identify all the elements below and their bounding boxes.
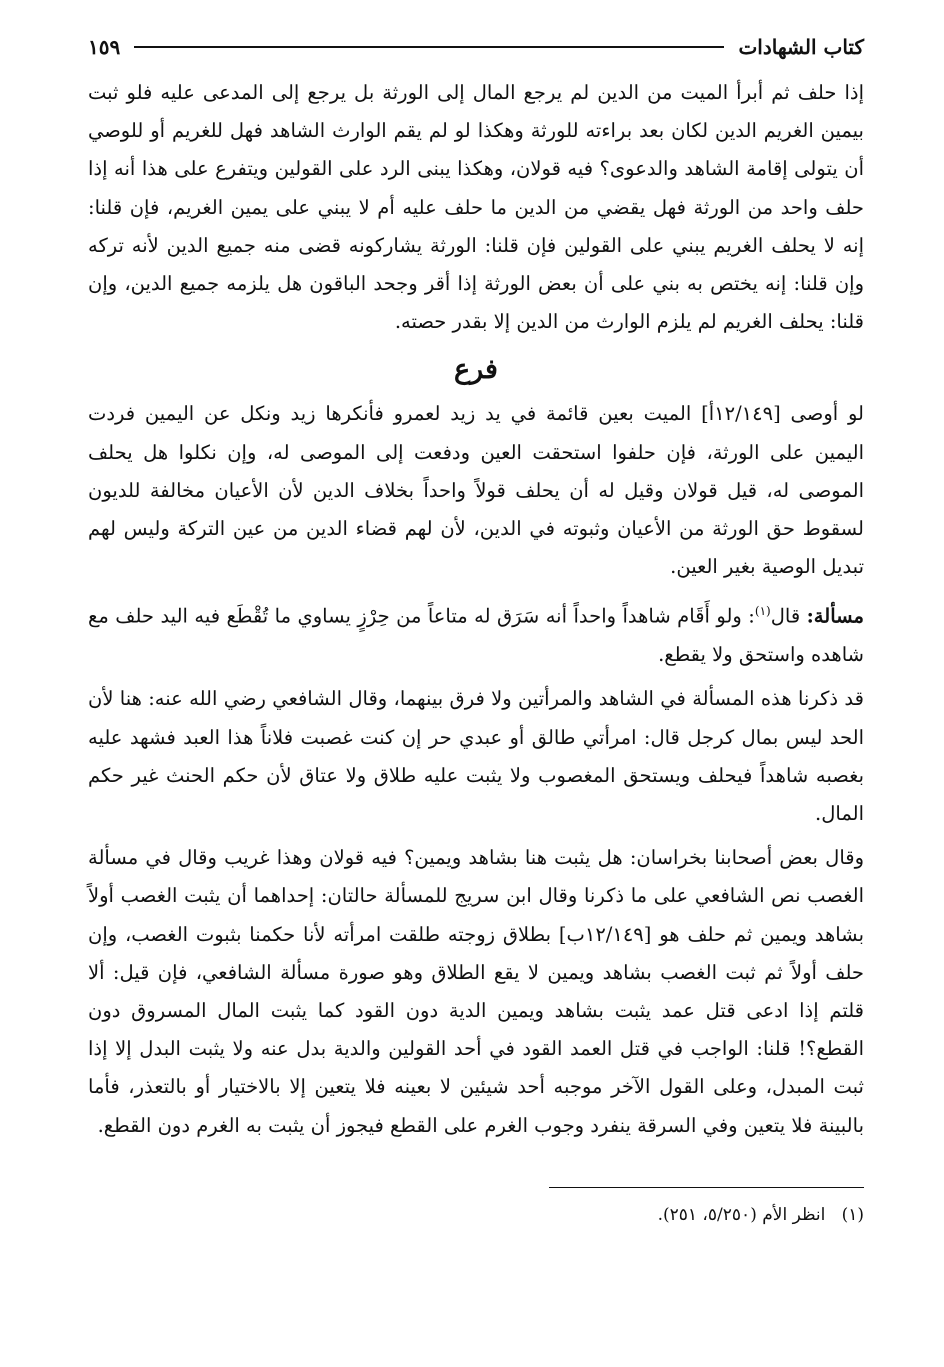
footnote-ref-1[interactable]: (١) bbox=[754, 604, 771, 619]
paragraph-commentary: قد ذكرنا هذه المسألة في الشاهد والمرأتين ولا فرق بينهما، وقال الشافعي رضي الله عنه: هنا لأن الحد ليس بمال كرجل قال: امرأتي طالق أو عبدي حر إن كنت غصبت فلاناً هذا العبد فشهد عليه بغصبه شاهداً فيحلف ويستحق المغصوب ولا يثبت عليه طلاق ولا عتاق لأن حكم الحنث غير حكم المال. bbox=[88, 687, 864, 825]
masala-text: : ولو أَقَام شاهداً واحداً أنه سَرَق له متاعاً من حِرْزٍ يساوي ما تُقْطَع فيه اليد حلف مع شاهده واستحق ولا يقطع. bbox=[88, 604, 864, 667]
masala-qala: قال bbox=[770, 604, 807, 628]
paragraph-khurasan: وقال بعض أصحابنا بخراسان: هل يثبت هنا بشاهد ويمين؟ فيه قولان وهذا غريب وقال في مسألة الغصب نص الشافعي على ما ذكرنا وقال ابن سريج للمسألة حالتان: إحداهما أن يثبت الغصب أولاً بشاهد ويمين ثم حلف هو [١٢/١٤٩ب] بطلاق زوجته طلقت امرأته لأنا حكمنا بثبوت الغصب، وإن حلف أولاً ثم ثبت الغصب بشاهد ويمين لا يقع الطلاق وهو صورة مسألة الشافعي، فإن قيل: ألا قلتم إذا ادعى قتل عمد يثبت بشاهد ويمين الدية دون القود كما يثبت المال المسروق دون القطع؟! قلنا: الواجب في قتل العمد القود في أحد القولين والدية بدل عنه ولا يثبت البدل إلا إذا ثبت المبدل، وعلى القول الآخر موجبه أحد شيئين لا بعينه فلا يتعين إلا بالاختيار أو بالتعذر، فأما بالبينة فلا يتعين وفي السرقة ينفرد وجوب الغرم على القطع فيجوز أن يثبت به الغرم دون القطع. bbox=[88, 846, 865, 1137]
header-rule bbox=[134, 46, 724, 48]
paragraph-continuation: إذا حلف ثم أبرأ الميت من الدين لم يرجع المال إلى الورثة بل يرجع إلى المدعى عليه فلو ثبت بيمين الغريم الدين لكان بعد براءته للورثة وهكذا لو لم يقم الوارث الشاهد فهل للغريم أو للوصي أن يتولى إقامة الشاهد والدعوى؟ فيه قولان، وهكذا يبنى الرد على القولين ويتفرع على هذا أنه إذا حلف واحد من الورثة فهل يقضي من الدين ما حلف عليه أم لا يبني على يمين الغريم، فإن قلنا: إنه لا يحلف الغريم يبني على القولين فإن قلنا: الورثة يشاركونه قضى منه جميع الدين لأنه تركه وإن قلنا: إنه يختص به بني على أن بعض الورثة إذا أقر وجحد الباقون هل يلزمه جميع الدين، وإن قلنا: يحلف الغريم لم يلزم الوارث من الدين إلا بقدر حصته. bbox=[88, 81, 864, 334]
paragraph-far: لو أوصى [١٢/١٤٩أ] الميت بعين قائمة في يد زيد لعمرو فأنكرها زيد ونكل عن اليمين فردت اليمين على الورثة، فإن حلفوا استحقت العين ودفعت إلى الموصى له، وإن نكلوا هل يحلف الموصى له، قيل قولان وقيل له أن يحلف قولاً واحداً بخلاف الدين لأن الأعيان مخالفة للديون لسقوط حق الورثة من الأعيان وثبوته في الدين، لأن لهم قضاء الدين من عين التركة وليس لهم تبديل الوصية بغير العين. bbox=[88, 402, 864, 579]
section-heading: فرع bbox=[454, 354, 498, 386]
footnote-number: (١) bbox=[841, 1204, 864, 1225]
header-title: كتاب الشهادات bbox=[738, 35, 864, 59]
footnote-text: انظر الأم (٥/٢٥٠، ٢٥١). bbox=[657, 1204, 826, 1225]
paragraph-masala bbox=[88, 592, 864, 674]
masala-label: مسألة: bbox=[806, 604, 864, 628]
running-header bbox=[88, 30, 864, 64]
page-number: ١٥٩ bbox=[88, 35, 121, 59]
footnote bbox=[88, 1200, 864, 1230]
document-page bbox=[88, 30, 864, 1230]
footnote-separator bbox=[549, 1187, 864, 1188]
